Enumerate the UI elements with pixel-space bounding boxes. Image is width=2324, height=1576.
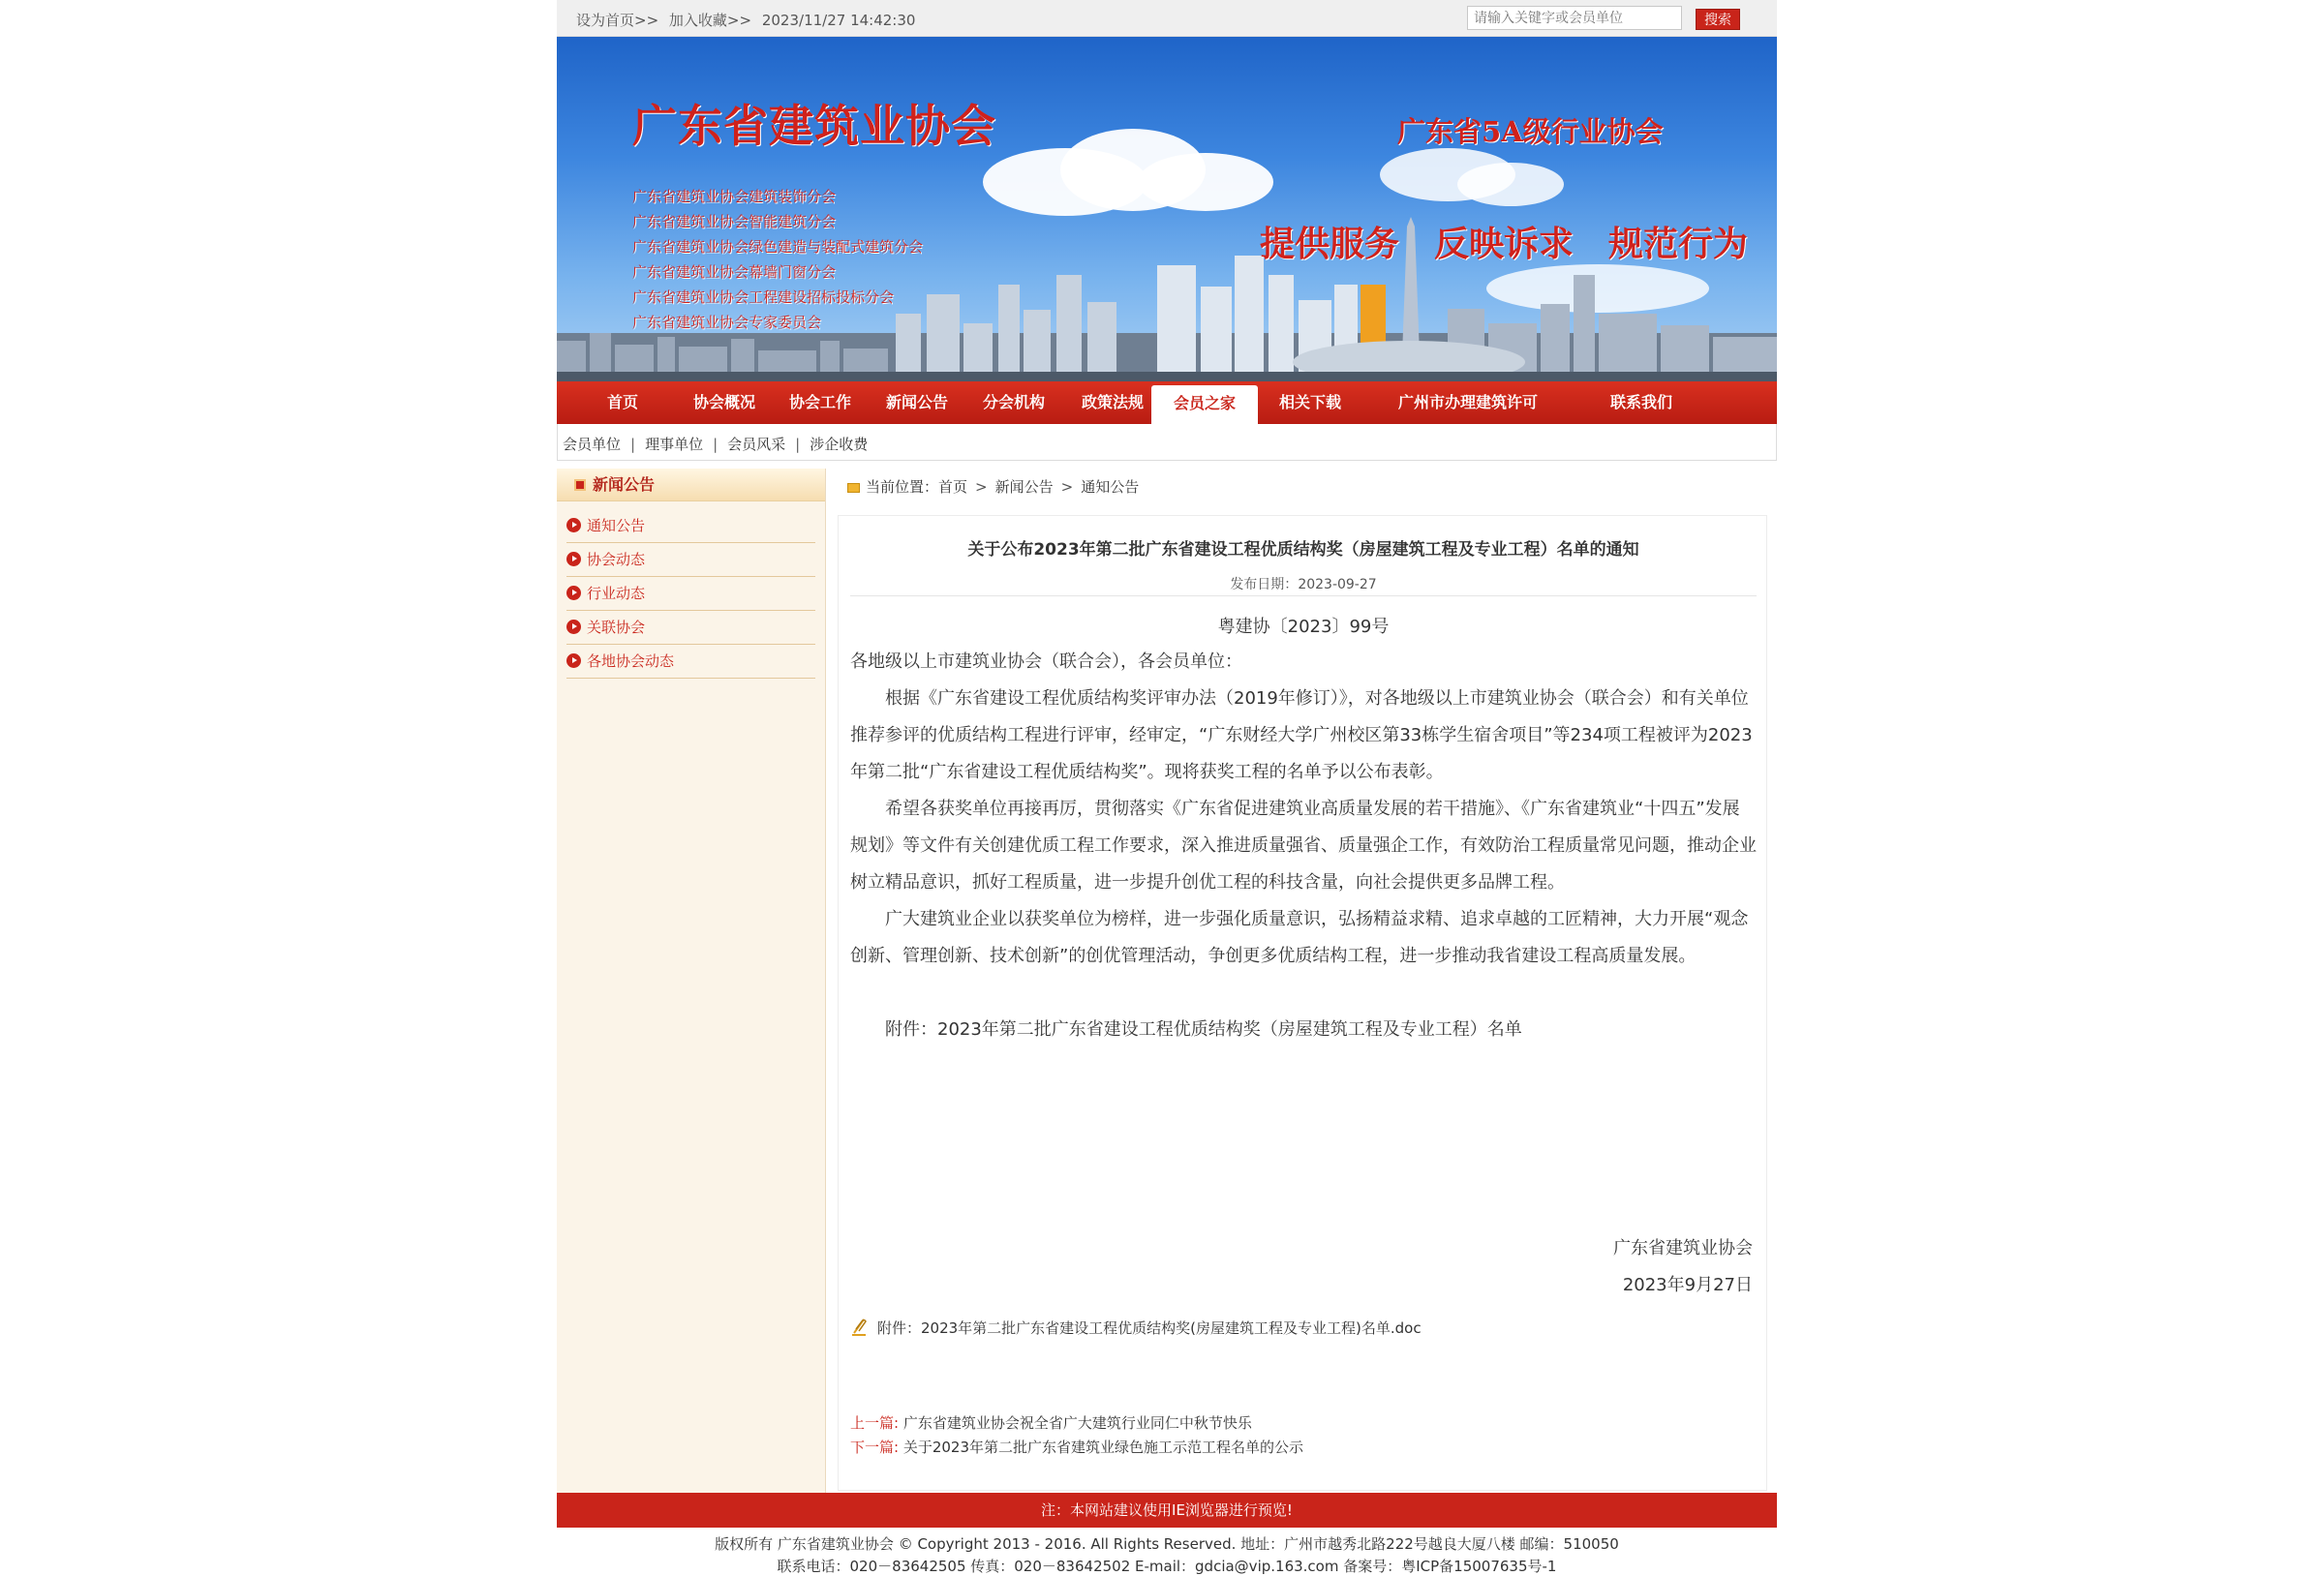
sidebar-list bbox=[557, 509, 825, 679]
arrow-circle-icon bbox=[566, 518, 581, 532]
sidebar bbox=[557, 469, 826, 1493]
attachment-link[interactable]: 附件：2023年第二批广东省建设工程优质结构奖(房屋建筑工程及专业工程)名单.doc bbox=[877, 1319, 1422, 1337]
sidebar-item-label: 行业动态 bbox=[587, 585, 646, 602]
salutation: 各地级以上市建筑业协会（联合会），各会员单位： bbox=[850, 652, 1242, 672]
attachment bbox=[850, 1316, 1422, 1338]
nav-item-branches[interactable]: 分会机构 bbox=[982, 393, 1045, 411]
site-slogan: 提供服务 反映诉求 规范行为 bbox=[1260, 224, 1749, 264]
page bbox=[557, 0, 1777, 1573]
nav-item-contact[interactable]: 联系我们 bbox=[1609, 393, 1672, 411]
subnav-item-council-units[interactable]: 理事单位 bbox=[645, 436, 704, 453]
nav-item-home[interactable]: 首页 bbox=[606, 393, 638, 411]
sidebar-item-industry-news[interactable] bbox=[566, 577, 815, 611]
arrow-circle-icon bbox=[566, 586, 581, 600]
breadcrumb-notices[interactable]: 通知公告 bbox=[1081, 478, 1140, 496]
subnav-item-member-units[interactable]: 会员单位 bbox=[563, 436, 622, 453]
nav-item-news[interactable]: 新闻公告 bbox=[885, 393, 948, 411]
sidebar-title: 新闻公告 bbox=[593, 475, 656, 494]
nav-item-about[interactable]: 协会概况 bbox=[692, 393, 755, 411]
nav-item-members[interactable]: 会员之家 bbox=[1151, 385, 1258, 424]
date-value: 2023-09-27 bbox=[1298, 577, 1377, 592]
association-level: 广东省5A级行业协会 bbox=[1397, 115, 1664, 148]
date-label: 发布日期： bbox=[1230, 577, 1299, 592]
document-number: 粤建协〔2023〕99号 bbox=[1217, 617, 1390, 637]
attachment-note: 附件：2023年第二批广东省建设工程优质结构奖（房屋建筑工程及专业工程）名单 bbox=[885, 1019, 1522, 1040]
subnav-separator: | bbox=[713, 436, 719, 453]
sidebar-item-association-news[interactable] bbox=[566, 543, 815, 577]
top-links bbox=[576, 10, 921, 30]
paragraph: 根据《广东省建设工程优质结构奖评审办法（2019年修订）》，对各地级以上市建筑业协会（联合会）和有关单位推荐参评的优质结构工程进行评审，经审定，“广东财经大学广州校区第33栋学生宿舍项目”等234项工程被评为2023年第二批“广东省建设工程优质结构奖”。现将获奖工程的名单予以公布表彰。 bbox=[850, 688, 1753, 782]
search-input[interactable] bbox=[1467, 6, 1682, 30]
signature-block bbox=[1613, 1230, 1753, 1304]
cloud-shape bbox=[1138, 153, 1273, 211]
paragraph: 希望各获奖单位再接再厉，贯彻落实《广东省促进建筑业高质量发展的若干措施》、《广东省建筑业“十四五”发展规划》等文件有关创建优质工程工作要求，深入推进质量强省、质量强企工作，有效防治工程质量常见问题，推动企业树立精品意识，抓好工程质量，进一步提升创优工程的科技含量，向社会提供更多品牌工程。 bbox=[850, 799, 1757, 893]
paragraph: 广大建筑业企业以获奖单位为榜样，进一步强化质量意识，弘扬精益求精、追求卓越的工匠精神，大力开展“观念创新、管理创新、技术创新”的创优管理活动，争创更多优质结构工程，进一步推动我省建设工程高质量发展。 bbox=[850, 909, 1749, 966]
prev-article bbox=[850, 1411, 1303, 1436]
sidebar-item-label: 各地协会动态 bbox=[587, 652, 675, 670]
breadcrumb-separator: > bbox=[1060, 478, 1074, 496]
breadcrumb-home[interactable]: 首页 bbox=[938, 478, 968, 496]
breadcrumb-news[interactable]: 新闻公告 bbox=[994, 478, 1054, 496]
cloud-shape bbox=[1457, 163, 1564, 206]
branch-item: 广东省建筑业协会智能建筑分会 bbox=[632, 213, 837, 230]
signer: 广东省建筑业协会 bbox=[1613, 1238, 1753, 1258]
next-article bbox=[850, 1436, 1303, 1460]
sidebar-header bbox=[557, 469, 825, 501]
browser-notice-bar: 注：本网站建议使用IE浏览器进行预览! bbox=[557, 1493, 1777, 1528]
article-title: 关于公布2023年第二批广东省建设工程优质结构奖（房屋建筑工程及专业工程）名单的通知 bbox=[967, 540, 1639, 560]
branch-item: 广东省建筑业协会专家委员会 bbox=[632, 314, 822, 331]
subnav-separator: | bbox=[630, 436, 636, 453]
sign-date: 2023年9月27日 bbox=[1622, 1275, 1753, 1295]
branch-list bbox=[632, 184, 923, 335]
top-bar bbox=[557, 0, 1777, 37]
folder-icon bbox=[847, 483, 860, 493]
prev-article-link[interactable]: 广东省建筑业协会祝全省广大建筑行业同仁中秋节快乐 bbox=[902, 1414, 1252, 1432]
square-bullet-icon bbox=[574, 479, 586, 491]
main-nav bbox=[557, 381, 1777, 424]
article-date bbox=[839, 574, 1768, 593]
header-banner bbox=[557, 37, 1777, 381]
prev-next-nav bbox=[850, 1411, 1303, 1460]
sidebar-item-label: 协会动态 bbox=[587, 551, 646, 568]
site-title: 广东省建筑业协会 bbox=[632, 100, 996, 152]
subnav-separator: | bbox=[795, 436, 801, 453]
arrow-circle-icon bbox=[566, 552, 581, 566]
sidebar-item-local-news[interactable] bbox=[566, 645, 815, 679]
sidebar-item-label: 通知公告 bbox=[587, 517, 646, 534]
nav-item-policy[interactable]: 政策法规 bbox=[1081, 393, 1144, 411]
bookmark-link[interactable]: 加入收藏>> bbox=[668, 12, 752, 29]
divider bbox=[850, 595, 1757, 596]
sub-nav bbox=[557, 424, 1777, 461]
breadcrumb bbox=[847, 476, 1139, 497]
breadcrumb-label: 当前位置： bbox=[866, 478, 939, 496]
sidebar-item-label: 关联协会 bbox=[587, 619, 646, 636]
footer-contact: 联系电话：020－83642505 传真：020－83642502 E-mail：gdcia@vip.163.com 备案号：粤ICP备15007635号-1 bbox=[777, 1558, 1557, 1575]
sidebar-item-related[interactable] bbox=[566, 611, 815, 645]
article bbox=[838, 515, 1767, 1491]
arrow-circle-icon bbox=[566, 620, 581, 634]
set-home-link[interactable]: 设为首页>> bbox=[576, 12, 659, 29]
paperclip-icon bbox=[850, 1316, 868, 1337]
branch-item: 广东省建筑业协会幕墙门窗分会 bbox=[632, 263, 837, 281]
nav-item-work[interactable]: 协会工作 bbox=[788, 393, 851, 411]
sidebar-item-notices[interactable] bbox=[566, 509, 815, 543]
nav-item-downloads[interactable]: 相关下载 bbox=[1278, 393, 1341, 411]
footer-copyright: 版权所有 广东省建筑业协会 © Copyright 2013 - 2016. All Rights Reserved. 地址：广州市越秀北路222号越良大厦八楼 邮编：510050 bbox=[715, 1535, 1619, 1553]
next-label: 下一篇: bbox=[850, 1439, 900, 1456]
nav-item-permits[interactable]: 广州市办理建筑许可 bbox=[1397, 393, 1538, 411]
branch-item: 广东省建筑业协会建筑装饰分会 bbox=[632, 188, 837, 205]
breadcrumb-separator: > bbox=[975, 478, 988, 496]
subnav-item-fees[interactable]: 涉企收费 bbox=[810, 436, 869, 453]
article-body bbox=[850, 644, 1757, 1048]
prev-label: 上一篇: bbox=[850, 1414, 900, 1432]
branch-item: 广东省建筑业协会工程建设招标投标分会 bbox=[632, 288, 895, 306]
next-article-link[interactable]: 关于2023年第二批广东省建筑业绿色施工示范工程名单的公示 bbox=[902, 1439, 1304, 1456]
current-datetime: 2023/11/27 14:42:30 bbox=[761, 12, 916, 29]
branch-item: 广东省建筑业协会绿色建造与装配式建筑分会 bbox=[632, 238, 924, 256]
search-button[interactable]: 搜索 bbox=[1696, 9, 1740, 30]
arrow-circle-icon bbox=[566, 653, 581, 668]
subnav-item-member-style[interactable]: 会员风采 bbox=[727, 436, 786, 453]
